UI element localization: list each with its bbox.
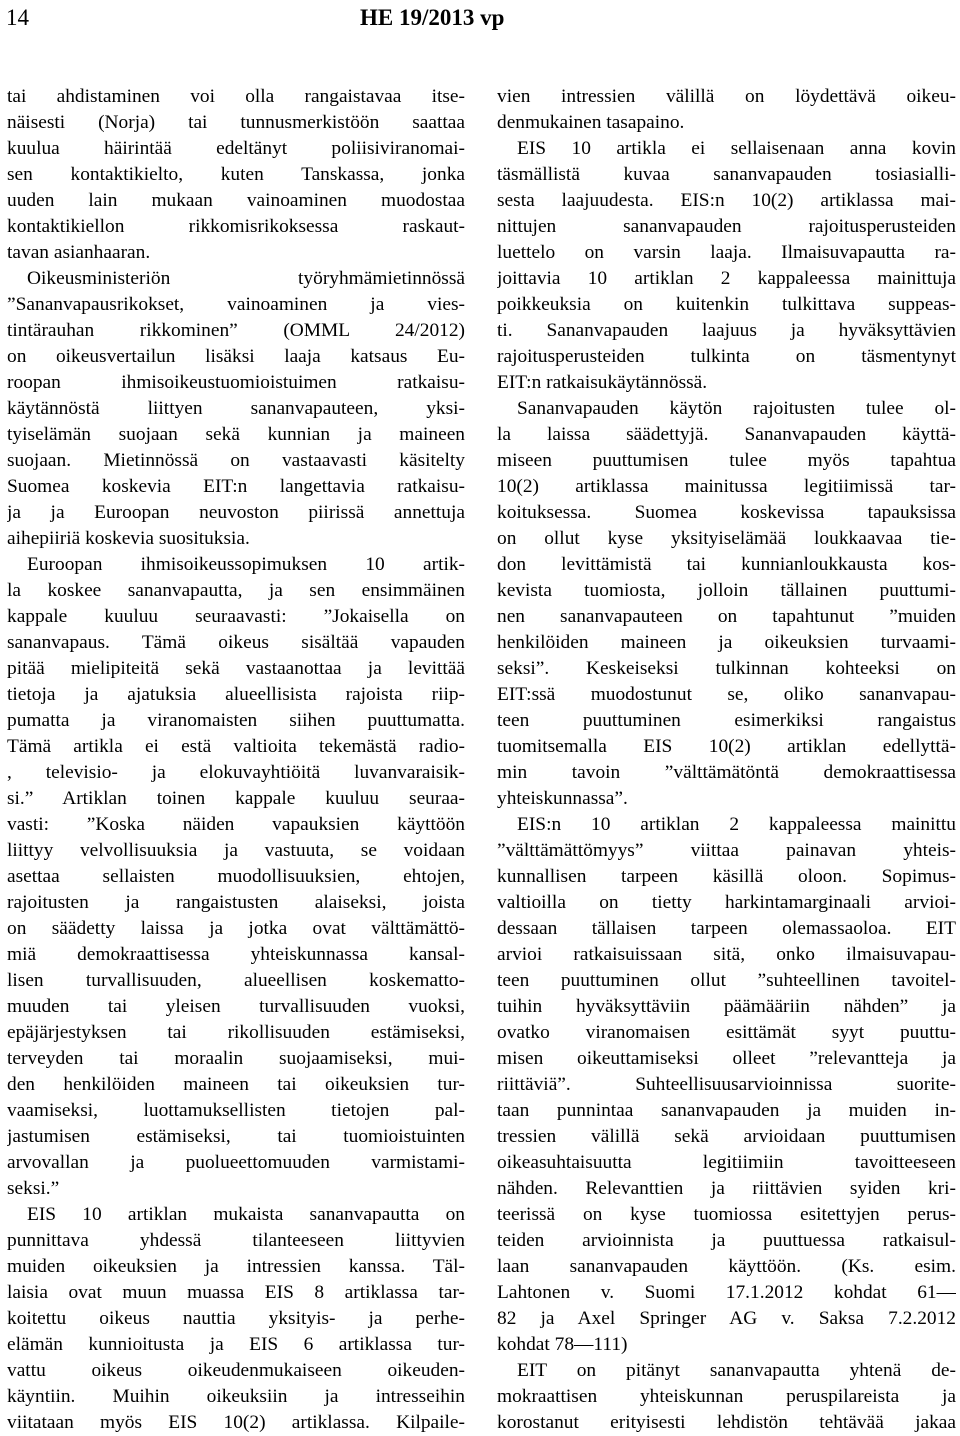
text-line: miä demokraattisessa yhteiskunnassa kansal- — [7, 944, 465, 965]
text-line: Oikeusministeriön työryhmämietinnössä — [27, 268, 465, 289]
page-header — [0, 0, 960, 40]
text-line: lisen turvallisuuden, alueellisen koskematto- — [7, 970, 465, 991]
text-line: kevista tuomiosta, jolloin tällainen puuttumi- — [497, 580, 956, 601]
text-line: tintärauhan rikkominen” (OMML 24/2012) — [7, 320, 465, 341]
right-text-column — [497, 84, 956, 1436]
text-line: ti. Sananvapauden laajuus ja hyväksyttävien — [497, 320, 956, 341]
text-line: dessaan tällaisen tarpeen olemassaoloa. EIT — [497, 918, 956, 939]
text-line: tai ahdistaminen voi olla rangaistavaa itse- — [7, 86, 465, 107]
text-line: on ollut kyse yksityiselämää loukkaavaa tie- — [497, 528, 956, 549]
text-line: mokraattisen yhteiskunnan peruspilareista ja — [497, 1386, 956, 1407]
text-line: 10(2) artiklassa mainitussa legitiimissä tar- — [497, 476, 956, 497]
text-line: henkilöiden maineen ja oikeuksien turvaami- — [497, 632, 956, 653]
left-text-column — [7, 84, 465, 1436]
text-line: EIT:n ratkaisukäytännössä. — [497, 372, 708, 393]
text-line: denmukainen tasapaino. — [497, 112, 685, 133]
text-line: tyiselämän suojaan sekä kunnian ja maineen — [7, 424, 465, 445]
text-line: tietoja ja ajatuksia alueellisista rajoista riip- — [7, 684, 465, 705]
text-line: Suomea koskevia EIT:n langettavia ratkaisu- — [7, 476, 465, 497]
text-line: pitää mielipiteitä sekä vastaanottaa ja levittää — [7, 658, 465, 679]
text-line: riittäviä”. Suhteellisuusarvioinnissa suorite- — [497, 1074, 956, 1095]
text-line: EIS 10 artikla ei sellaisenaan anna kovin — [517, 138, 956, 159]
text-line: koitettu oikeus nauttia yksityis- ja perhe- — [7, 1308, 465, 1329]
text-line: sen kontaktikielto, kuten Tanskassa, jonka — [7, 164, 465, 185]
text-line: poikkeuksia on kuitenkin tulkittava suppeas- — [497, 294, 956, 315]
text-line: roopan ihmisoikeustuomioistuimen ratkaisu- — [7, 372, 465, 393]
text-line: suojaan. Mietinnössä on vastaavasti käsitelty — [7, 450, 465, 471]
text-line: ”Sananvapausrikokset, vainoaminen ja vies- — [7, 294, 465, 315]
text-line: vasti: ”Koska näiden vapauksien käyttöön — [7, 814, 465, 835]
text-line: arvioi ratkaisuissaan sitä, onko ilmaisuvapau- — [497, 944, 956, 965]
text-line: la koskee sananvapautta, ja sen ensimmäinen — [7, 580, 465, 601]
text-line: yhteiskunnassa”. — [497, 788, 628, 809]
text-line: taan punnintaa sananvapauden ja muiden in- — [497, 1100, 956, 1121]
text-line: sananvapaus. Tämä oikeus sisältää vapauden — [7, 632, 465, 653]
text-line: EIT on pitänyt sananvapautta yhtenä de- — [517, 1360, 956, 1381]
text-line: luettelo on varsin laaja. Ilmaisuvapautta ra- — [497, 242, 956, 263]
text-line: vaamiseksi, luottamuksellisten tietojen pal- — [7, 1100, 465, 1121]
text-line: viitataan myös EIS 10(2) artiklassa. Kilpaile- — [7, 1412, 465, 1433]
text-line: oikeasuhtaisuutta legitiimiin tavoitteeseen — [497, 1152, 956, 1173]
text-line: kohdat 78—111) — [497, 1334, 628, 1355]
text-line: joittavia 10 artiklan 2 kappaleessa mainittuja — [497, 268, 956, 289]
text-line: misen oikeuttamiseksi olleet ”relevantteja ja — [497, 1048, 956, 1069]
text-line: epäjärjestyksen tai rikollisuuden estämiseksi, — [7, 1022, 465, 1043]
text-line: nen sananvapauteen on tapahtunut ”muiden — [497, 606, 956, 627]
text-line: vattu oikeus oikeudenmukaiseen oikeuden- — [7, 1360, 465, 1381]
text-line: EIS 10 artiklan mukaista sananvapautta on — [27, 1204, 465, 1225]
text-line: seksi”. Keskeiseksi tulkinnan kohteeksi on — [497, 658, 956, 679]
page-number: 14 — [6, 5, 29, 30]
text-line: asettaa sellaisten muodollisuuksien, ehtojen, — [7, 866, 465, 887]
text-line: min tavoin ”välttämätöntä demokraattisessa — [497, 762, 956, 783]
text-line: kunnallisen tarpeen käsillä oloon. Sopimus- — [497, 866, 956, 887]
text-line: täsmällistä kuvaa sananvapauden tosiasialli- — [497, 164, 956, 185]
text-line: la laissa säädettyjä. Sananvapauden käyttä- — [497, 424, 956, 445]
text-line: nittujen sananvapauden rajoitusperusteiden — [497, 216, 956, 237]
text-line: muuden tai yleisen turvallisuuden vuoksi, — [7, 996, 465, 1017]
text-line: Euroopan ihmisoikeussopimuksen 10 artik- — [27, 554, 465, 575]
text-line: tuomitsemalla EIS 10(2) artiklan edellyttä- — [497, 736, 956, 757]
text-line: on oikeusvertailun lisäksi laaja katsaus Eu- — [7, 346, 465, 367]
text-line: teen puuttuminen esimerkiksi rangaistus — [497, 710, 956, 731]
text-line: Tämä artikla ei estä valtioita tekemästä radio- — [7, 736, 465, 757]
text-line: kappale kuuluu seuraavasti: ”Jokaisella on — [7, 606, 465, 627]
text-line: tavan asianhaaran. — [7, 242, 151, 263]
text-line: käytännöstä liittyen sananvapauteen, yksi- — [7, 398, 465, 419]
text-line: muiden oikeuksien ja intressien kanssa. Täl- — [7, 1256, 465, 1277]
text-line: tressien välillä sekä arvioidaan puuttumisen — [497, 1126, 956, 1147]
text-line: seksi.” — [7, 1178, 60, 1199]
text-line: si.” Artiklan toinen kappale kuuluu seuraa- — [7, 788, 465, 809]
text-line: rajoitusperusteiden tulkinta on täsmentynyt — [497, 346, 956, 367]
text-line: punnittava yhdessä tilanteeseen liittyvien — [7, 1230, 465, 1251]
text-line: valtioilla on tietty harkintamarginaali arvioi- — [497, 892, 956, 913]
text-line: käyntiin. Muihin oikeuksiin ja intresseihin — [7, 1386, 465, 1407]
text-line: EIT:ssä muodostunut se, oliko sananvapau- — [497, 684, 956, 705]
text-line: don levittämistä tai kunnianloukkausta kos- — [497, 554, 956, 575]
text-line: sesta laajuudesta. EIS:n 10(2) artiklassa mai- — [497, 190, 956, 211]
text-line: koituksessa. Suomea koskevissa tapauksissa — [497, 502, 956, 523]
text-line: terveyden tai moraalin suojaamiseksi, mui- — [7, 1048, 465, 1069]
text-line: näisesti (Norja) tai tunnusmerkistöön saattaa — [7, 112, 465, 133]
text-line: laan sananvapauden käyttöön. (Ks. esim. — [497, 1256, 956, 1277]
text-line: den henkilöiden maineen tai oikeuksien tur- — [7, 1074, 465, 1095]
document-id: HE 19/2013 vp — [360, 5, 505, 30]
text-line: teerissä on kyse tuomiossa esitettyjen perus- — [497, 1204, 956, 1225]
text-line: rajoitusten ja rangaistusten alaiseksi, joista — [7, 892, 465, 913]
text-line: tuihin hyväksyttäviin päämääriin nähden” ja — [497, 996, 956, 1017]
text-line: kuulua häirintää edeltänyt poliisiviranomai- — [7, 138, 465, 159]
text-line: , televisio- ja elokuvayhtiöitä luvanvaraisik- — [7, 762, 465, 783]
text-line: korostanut erityisesti lehdistön tehtävää jakaa — [497, 1412, 956, 1433]
text-line: jastumisen estämiseksi, tai tuomioistuinten — [7, 1126, 465, 1147]
text-line: uuden lain mukaan vainoaminen muodostaa — [7, 190, 465, 211]
text-line: arvovallan ja puolueettomuuden varmistami- — [7, 1152, 465, 1173]
text-line: elämän kunnioitusta ja EIS 6 artiklassa tur- — [7, 1334, 465, 1355]
text-line: ovatko viranomaisen esittämät syyt puuttu- — [497, 1022, 956, 1043]
text-line: pumatta ja viranomaisten siihen puuttumatta. — [7, 710, 465, 731]
text-line: nähden. Relevanttien ja riittävien syiden kri- — [497, 1178, 956, 1199]
text-line: miseen puuttumisen tulee myös tapahtua — [497, 450, 956, 471]
text-line: kontaktikiellon rikkomisrikoksessa raskaut- — [7, 216, 465, 237]
text-line: 82 ja Axel Springer AG v. Saksa 7.2.2012 — [497, 1308, 956, 1329]
text-line: laisia ovat muun muassa EIS 8 artiklassa tar- — [7, 1282, 465, 1303]
text-line: ja ja Euroopan neuvoston piirissä annettuja — [7, 502, 465, 523]
text-line: EIS:n 10 artiklan 2 kappaleessa mainittu — [517, 814, 956, 835]
text-line: Lahtonen v. Suomi 17.1.2012 kohdat 61— — [497, 1282, 956, 1303]
text-line: ”välttämättömyys” viittaa painavan yhteis- — [497, 840, 956, 861]
text-line: liittyy velvollisuuksia ja vastuuta, se voidaan — [7, 840, 465, 861]
text-line: aihepiiriä koskevia suosituksia. — [7, 528, 250, 549]
text-line: teiden arvioinnista ja puuttuessa ratkaisul- — [497, 1230, 956, 1251]
text-line: vien intressien välillä on löydettävä oikeu- — [497, 86, 956, 107]
text-line: on säädetty laissa ja jotka ovat välttämättö- — [7, 918, 465, 939]
text-line: teen puuttuminen ollut ”suhteellinen tavoitel- — [497, 970, 956, 991]
text-line: Sananvapauden käytön rajoitusten tulee ol- — [517, 398, 956, 419]
